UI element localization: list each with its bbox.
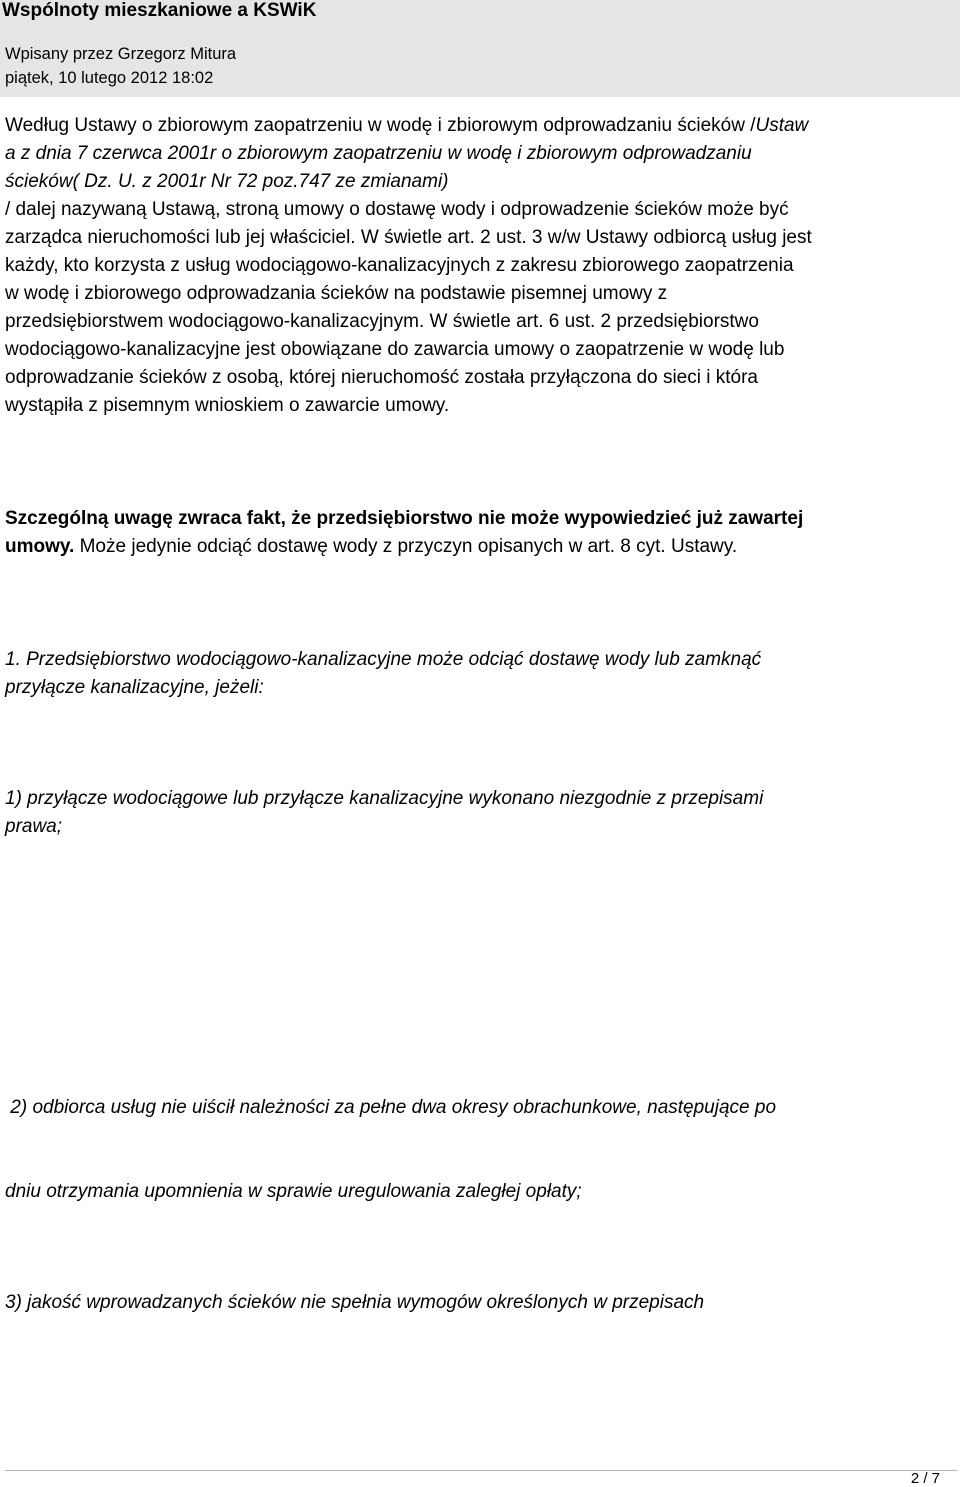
list-item-2 [5, 1038, 957, 1234]
bold-segment: umowy. [5, 536, 75, 557]
paragraph-emphasis [5, 505, 957, 561]
text-line [5, 112, 957, 140]
text-line: 3) jakość wprowadzanych ścieków nie spełnia wymogów określonych w przepisach [5, 1292, 705, 1313]
text-line: a z dnia 7 czerwca 2001r o zbiorowym zaopatrzeniu w wodę i zbiorowym odprowadzaniu [5, 143, 752, 164]
document-title: Wspólnoty mieszkaniowe a KSWiK [2, 0, 317, 21]
text-line: 2) odbiorca usług nie uiścił należności za pełne dwa okresy obrachunkowe, następujące po [5, 1097, 777, 1118]
text-line: ścieków( Dz. U. z 2001r Nr 72 poz.747 ze zmianami) [5, 171, 449, 192]
footer-divider [5, 1470, 957, 1471]
text-line: każdy, kto korzysta z usług wodociągowo-kanalizacyjnych z zakresu zbiorowego zaopatrzenia [5, 255, 794, 276]
mixed-line [5, 533, 957, 561]
text-line: wodociągowo-kanalizacyjne jest obowiązane do zawarcia umowy o zaopatrzenie w wodę lub [5, 339, 785, 360]
text-line: dniu otrzymania upomnienia w sprawie uregulowania zaległej opłaty; [5, 1181, 582, 1202]
italic-segment: Ustaw [755, 115, 809, 136]
text-line: przyłącze kanalizacyjne, jeżeli: [5, 677, 264, 698]
list-item-1 [5, 785, 957, 841]
text-line: przedsiębiorstwem wodociągowo-kanalizacyjnym. W świetle art. 6 ust. 2 przedsiębiorstwo [5, 311, 759, 332]
paragraph-law-intro [5, 112, 957, 420]
date-line: piątek, 10 lutego 2012 18:02 [5, 69, 214, 87]
text-line: w wodę i zbiorowego odprowadzania ścieków na podstawie pisemnej umowy z [5, 283, 668, 304]
list-item-3 [5, 1289, 957, 1317]
text-line: prawa; [5, 816, 63, 837]
text-line: / dalej nazywaną Ustawą, stroną umowy o dostawę wody i odprowadzenie ścieków może być [5, 199, 789, 220]
text-segment: Według Ustawy o zbiorowym zaopatrzeniu w wodę i zbiorowym odprowadzaniu ścieków / [5, 115, 756, 136]
bold-line: Szczególną uwagę zwraca fakt, że przedsiębiorstwo nie może wypowiedzieć już zawartej [5, 508, 804, 529]
text-line: wystąpiła z pisemnym wnioskiem o zawarcie umowy. [5, 395, 450, 416]
author-line: Wpisany przez Grzegorz Mitura [5, 45, 237, 63]
text-line: odprowadzanie ścieków z osobą, której nieruchomość została przyłączona do sieci i która [5, 367, 758, 388]
page-number: 2 / 7 [910, 1470, 940, 1487]
point-1 [5, 646, 957, 702]
text-segment: Może jedynie odciąć dostawę wody z przyczyn opisanych w art. 8 cyt. Ustawy. [74, 536, 738, 557]
text-line: 1) przyłącze wodociągowe lub przyłącze kanalizacyjne wykonano niezgodnie z przepisami [5, 788, 764, 809]
text-line: 1. Przedsiębiorstwo wodociągowo-kanalizacyjne może odciąć dostawę wody lub zamknąć [5, 649, 762, 670]
text-line: zarządca nieruchomości lub jej właściciel. W świetle art. 2 ust. 3 w/w Ustawy odbiorcą usług jest [5, 227, 812, 248]
